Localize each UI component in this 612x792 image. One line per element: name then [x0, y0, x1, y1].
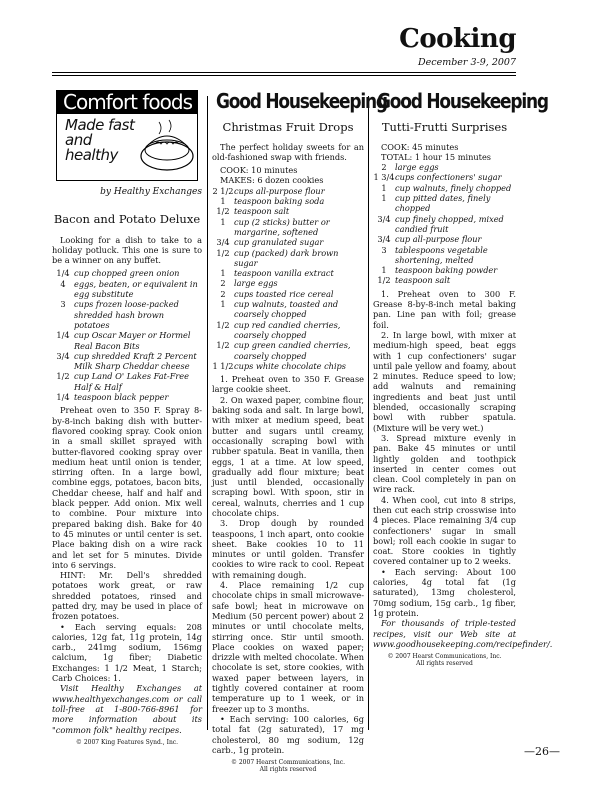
- ingredient-row: [373, 245, 516, 266]
- ingredient-quantity: 1/2: [56, 371, 70, 382]
- comfort-foods-banner: [56, 90, 198, 181]
- instruction-paragraph: 4. Place remaining 1/2 cup chocolate chips in small microwave-safe bowl; heat in microwave on Medium (50 percent power) about 2 minutes or until chocolate melts, stirring once. Stir until smooth. Place cookies on waxed paper; drizzle with melted chocolate. When chocolate is set, store cookies, with waxed paper between layers, in tightly covered container at room temperature up to 1 week, or in freezer up to 3 months.: [212, 580, 364, 714]
- instructions: Preheat oven to 350 F. Spray 8-by-8-inch baking dish with butter-flavored cooking spray. Cook onion in a small skillet sprayed with butter-flavored cooking spray over medium heat until onion is tender, stirring often. In a large bowl, combine eggs, potatoes, bacon bits, Cheddar cheese, half and half and black pepper. Add onion. Mix well to combine. Pour mixture into prepared baking dish. Bake for 40 to 45 minutes or until center is set. Place baking dish on a wire rack and let set for 5 minutes. Divide into 6 servings.: [52, 405, 202, 570]
- website-note: For thousands of triple-tested recipes, visit our Web site at www.goodhousekeeping.com/recipefinder/.: [373, 618, 553, 649]
- nutrition-info: • Each serving equals: 208 calories, 12g fat, 11g protein, 14g carb., 241mg sodium, 156mg calcium, 1g fiber; Diabetic Exchanges: 1 1/2 Meat, 1 Starch; Carb Choices: 1.: [52, 621, 202, 684]
- ingredient-text: teaspoon salt: [234, 206, 290, 217]
- instruction-paragraph: 3. Spread mixture evenly in pan. Bake 45 minutes or until lightly golden and toothpick inserted in center comes out clean. Cool completely in pan on wire rack.: [373, 432, 516, 495]
- header-rule: [52, 72, 516, 73]
- ingredient-row: [52, 392, 202, 402]
- instruction-paragraph: 4. When cool, cut into 8 strips, then cut each strip crosswise into 4 pieces. Place remaining 3/4 cup confectioners' sugar in small bowl; roll each cookie in sugar to coat. Store cookies in tightly covered container up to 2 weeks.: [373, 494, 516, 567]
- ingredient-quantity: 1: [381, 193, 387, 204]
- issue-date: December 3-9, 2007: [418, 57, 516, 68]
- instruction-paragraph: 2. On waxed paper, combine flour, baking soda and salt. In large bowl, with mixer at medium speed, beat butter and sugars until creamy, occasionally scraping bowl with rubber spatula. Beat in vanilla, then eggs, 1 at a time. At low speed, gradually add flour mixture; beat just until blended, occasionally scraping bowl. With spoon, stir in cereal, walnuts, cherries and 1 cup chocolate chips.: [212, 394, 364, 518]
- ingredient-quantity: 3: [381, 244, 387, 255]
- ingredient-quantity: 1/2: [216, 206, 230, 217]
- ingredient-row: [212, 278, 364, 288]
- recipe-column-bacon-potato: [52, 90, 202, 746]
- ingredient-text: cup green candied cherries, coarsely chopped: [234, 340, 351, 361]
- ingredient-list: [52, 268, 202, 402]
- ingredient-text: cups all-purpose flour: [234, 185, 325, 196]
- ingredient-list: [212, 186, 364, 371]
- ingredient-row: [373, 162, 516, 172]
- ingredient-row: [212, 196, 364, 206]
- instruction-paragraph: 2. In large bowl, with mixer at medium-high speed, beat eggs with 1 cup confectioners' sugar until pale yellow and foamy, about 2 minutes. Reduce speed to low; add walnuts and remaining ingredients and beat just until blended, occasionally scraping bowl with rubber spatula. (Mixture will be very wet.): [373, 329, 516, 433]
- ingredient-text: cup granulated sugar: [234, 237, 324, 248]
- ingredient-quantity: 1 3/4: [373, 172, 395, 183]
- ingredient-quantity: 1/2: [216, 319, 230, 330]
- ingredient-quantity: 1: [220, 196, 226, 207]
- ingredient-quantity: 1: [220, 216, 226, 227]
- hint: HINT: Mr. Dell's shredded potatoes work great, or raw shredded potatoes, rinsed and patted dry, may be used in place of frozen potatoes.: [52, 570, 202, 622]
- copyright: © 2007 Hearst Communications, Inc. All rights reserved: [230, 759, 346, 774]
- ingredient-quantity: 2: [220, 278, 226, 289]
- ingredient-list: [373, 162, 516, 286]
- recipe-intro: The perfect holiday sweets for an old-fashioned swap with friends.: [212, 141, 364, 162]
- good-housekeeping-logo: Good Housekeeping: [377, 90, 548, 114]
- ingredient-quantity: 1/2: [216, 247, 230, 258]
- ingredient-text: teaspoon black pepper: [74, 392, 169, 403]
- ingredient-quantity: 1 1/2: [212, 360, 234, 371]
- ingredient-quantity: 3/4: [56, 350, 70, 361]
- ingredient-text: cup finely chopped, mixed candied fruit: [395, 213, 504, 234]
- ingredient-row: [52, 299, 202, 330]
- copyright: © 2007 King Features Synd., Inc.: [75, 738, 179, 746]
- ingredient-quantity: 3/4: [377, 234, 391, 245]
- ingredient-row: [212, 340, 364, 361]
- ingredient-text: cup Land O' Lakes Fat-Free Half & Half: [74, 371, 189, 392]
- ingredient-row: [52, 371, 202, 392]
- ingredient-row: [52, 351, 202, 372]
- instruction-paragraph: 1. Preheat oven to 300 F. Grease 8-by-8-inch metal baking pan. Line pan with foil; grease foil.: [373, 288, 516, 330]
- column-divider: [368, 96, 369, 730]
- banner-tagline: Made fast and healthy: [65, 116, 135, 165]
- ingredient-row: [212, 206, 364, 216]
- ingredient-quantity: 2: [220, 288, 226, 299]
- good-housekeeping-logo: Good Housekeeping: [216, 90, 387, 114]
- ingredient-quantity: 2: [381, 162, 387, 173]
- yield: MAKES: 6 dozen cookies: [220, 175, 324, 186]
- column-divider: [207, 96, 208, 730]
- ingredient-row: [373, 275, 516, 285]
- cook-time: COOK: 45 minutes: [381, 141, 459, 152]
- ingredient-row: [212, 299, 364, 320]
- ingredient-text: cups confectioners' sugar: [395, 172, 502, 183]
- ingredient-text: cup (2 sticks) butter or margarine, softened: [234, 216, 330, 237]
- ingredient-text: cup walnuts, toasted and coarsely chopped: [234, 299, 339, 320]
- recipe-intro: Looking for a dish to take to a holiday potluck. This one is sure to be a winner on any buffet.: [52, 234, 202, 266]
- ingredient-row: [373, 234, 516, 244]
- ingredient-text: eggs, beaten, or equivalent in egg substitute: [74, 278, 198, 300]
- ingredient-quantity: 4: [60, 278, 66, 289]
- ingredient-text: teaspoon baking soda: [234, 196, 325, 207]
- copyright: © 2007 Hearst Communications, Inc. All rights reserved: [387, 653, 502, 668]
- instructions: [212, 374, 364, 755]
- casserole-dish-icon: [137, 116, 195, 178]
- ingredient-row: [212, 217, 364, 238]
- total-time: TOTAL: 1 hour 15 minutes: [381, 151, 491, 162]
- recipe-title: Christmas Fruit Drops: [222, 120, 354, 135]
- byline: by Healthy Exchanges: [100, 187, 202, 198]
- banner-body: [57, 114, 197, 180]
- ingredient-text: cup all-purpose flour: [395, 234, 482, 245]
- ingredient-text: teaspoon salt: [395, 275, 451, 286]
- ingredient-row: [212, 289, 364, 299]
- ingredient-row: [373, 183, 516, 193]
- ingredient-quantity: 1/4: [56, 392, 70, 403]
- ingredient-row: [212, 361, 364, 371]
- ingredient-quantity: 1: [220, 299, 226, 310]
- ingredient-text: cup chopped green onion: [74, 268, 180, 279]
- instructions: [373, 289, 516, 619]
- ingredient-row: [212, 237, 364, 247]
- ingredient-row: [373, 265, 516, 275]
- ingredient-text: cup shredded Kraft 2 Percent Milk Sharp Cheddar cheese: [74, 350, 197, 372]
- recipe-title: Tutti-Frutti Surprises: [381, 120, 508, 135]
- ingredient-quantity: 1: [220, 268, 226, 279]
- cook-time: COOK: 10 minutes: [220, 165, 298, 176]
- recipe-title: Bacon and Potato Deluxe: [53, 211, 201, 226]
- ingredient-text: cup red candied cherries, coarsely chopped: [234, 319, 341, 340]
- ingredient-text: cup walnuts, finely chopped: [395, 182, 512, 193]
- ingredient-quantity: 1: [381, 265, 387, 276]
- ingredient-text: cups white chocolate chips: [234, 360, 347, 371]
- ingredient-text: cup (packed) dark brown sugar: [234, 247, 339, 268]
- ingredient-quantity: 2 1/2: [212, 185, 234, 196]
- ingredient-quantity: 1/4: [56, 330, 70, 341]
- ingredient-quantity: 3/4: [216, 237, 230, 248]
- ingredient-text: large eggs: [395, 162, 439, 173]
- ingredient-quantity: 3: [60, 299, 66, 310]
- ingredient-text: tablespoons vegetable shortening, melted: [395, 244, 488, 265]
- website-note: Visit Healthy Exchanges at www.healthyexchanges.com or call toll-free at 1-800-766-8961 for more information about its "common folk" healthy recipes.: [52, 683, 202, 735]
- ingredient-text: cup pitted dates, finely chopped: [395, 193, 491, 214]
- ingredient-text: large eggs: [234, 278, 278, 289]
- ingredient-row: [373, 172, 516, 182]
- ingredient-text: teaspoon baking powder: [395, 265, 498, 276]
- ingredient-row: [373, 193, 516, 214]
- instruction-paragraph: 3. Drop dough by rounded teaspoons, 1 inch apart, onto cookie sheet. Bake cookies 10 to 11 minutes or until golden. Transfer cookies to wire rack to cool. Repeat with remaining dough.: [212, 518, 364, 580]
- instruction-paragraph: 1. Preheat oven to 350 F. Grease large cookie sheet.: [212, 374, 364, 395]
- ingredient-row: [373, 214, 516, 235]
- ingredient-row: [52, 279, 202, 300]
- ingredient-quantity: 3/4: [377, 213, 391, 224]
- ingredient-quantity: 1/2: [216, 340, 230, 351]
- ingredient-row: [212, 268, 364, 278]
- instruction-paragraph: • Each serving: 100 calories, 6g total fat (2g saturated), 17 mg cholesterol, 80 mg sodium, 12g carb., 1g protein.: [212, 713, 364, 755]
- ingredient-text: teaspoon vanilla extract: [234, 268, 334, 279]
- page-title: Cooking: [399, 24, 516, 54]
- ingredient-quantity: 1/2: [377, 275, 391, 286]
- recipe-column-tutti-frutti: [373, 90, 553, 668]
- ingredient-text: cups frozen loose-packed shredded hash brown potatoes: [74, 299, 179, 330]
- ingredient-row: [52, 268, 202, 278]
- page-number: —26—: [524, 745, 560, 758]
- ingredient-row: [212, 186, 364, 196]
- ingredient-row: [212, 248, 364, 269]
- ingredient-text: cup Oscar Mayer or Hormel Real Bacon Bits: [74, 330, 191, 351]
- ingredient-text: cups toasted rice cereal: [234, 288, 334, 299]
- banner-heading: Comfort foods: [57, 91, 197, 114]
- ingredient-quantity: 1/4: [56, 268, 70, 279]
- ingredient-row: [52, 330, 202, 351]
- header-rule-thin: [52, 75, 516, 76]
- ingredient-quantity: 1: [381, 182, 387, 193]
- ingredient-row: [212, 320, 364, 341]
- instruction-paragraph: • Each serving: About 100 calories, 4g total fat (1g saturated), 13mg cholesterol, 70mg sodium, 15g carb., 1g fiber, 1g protein.: [373, 566, 516, 618]
